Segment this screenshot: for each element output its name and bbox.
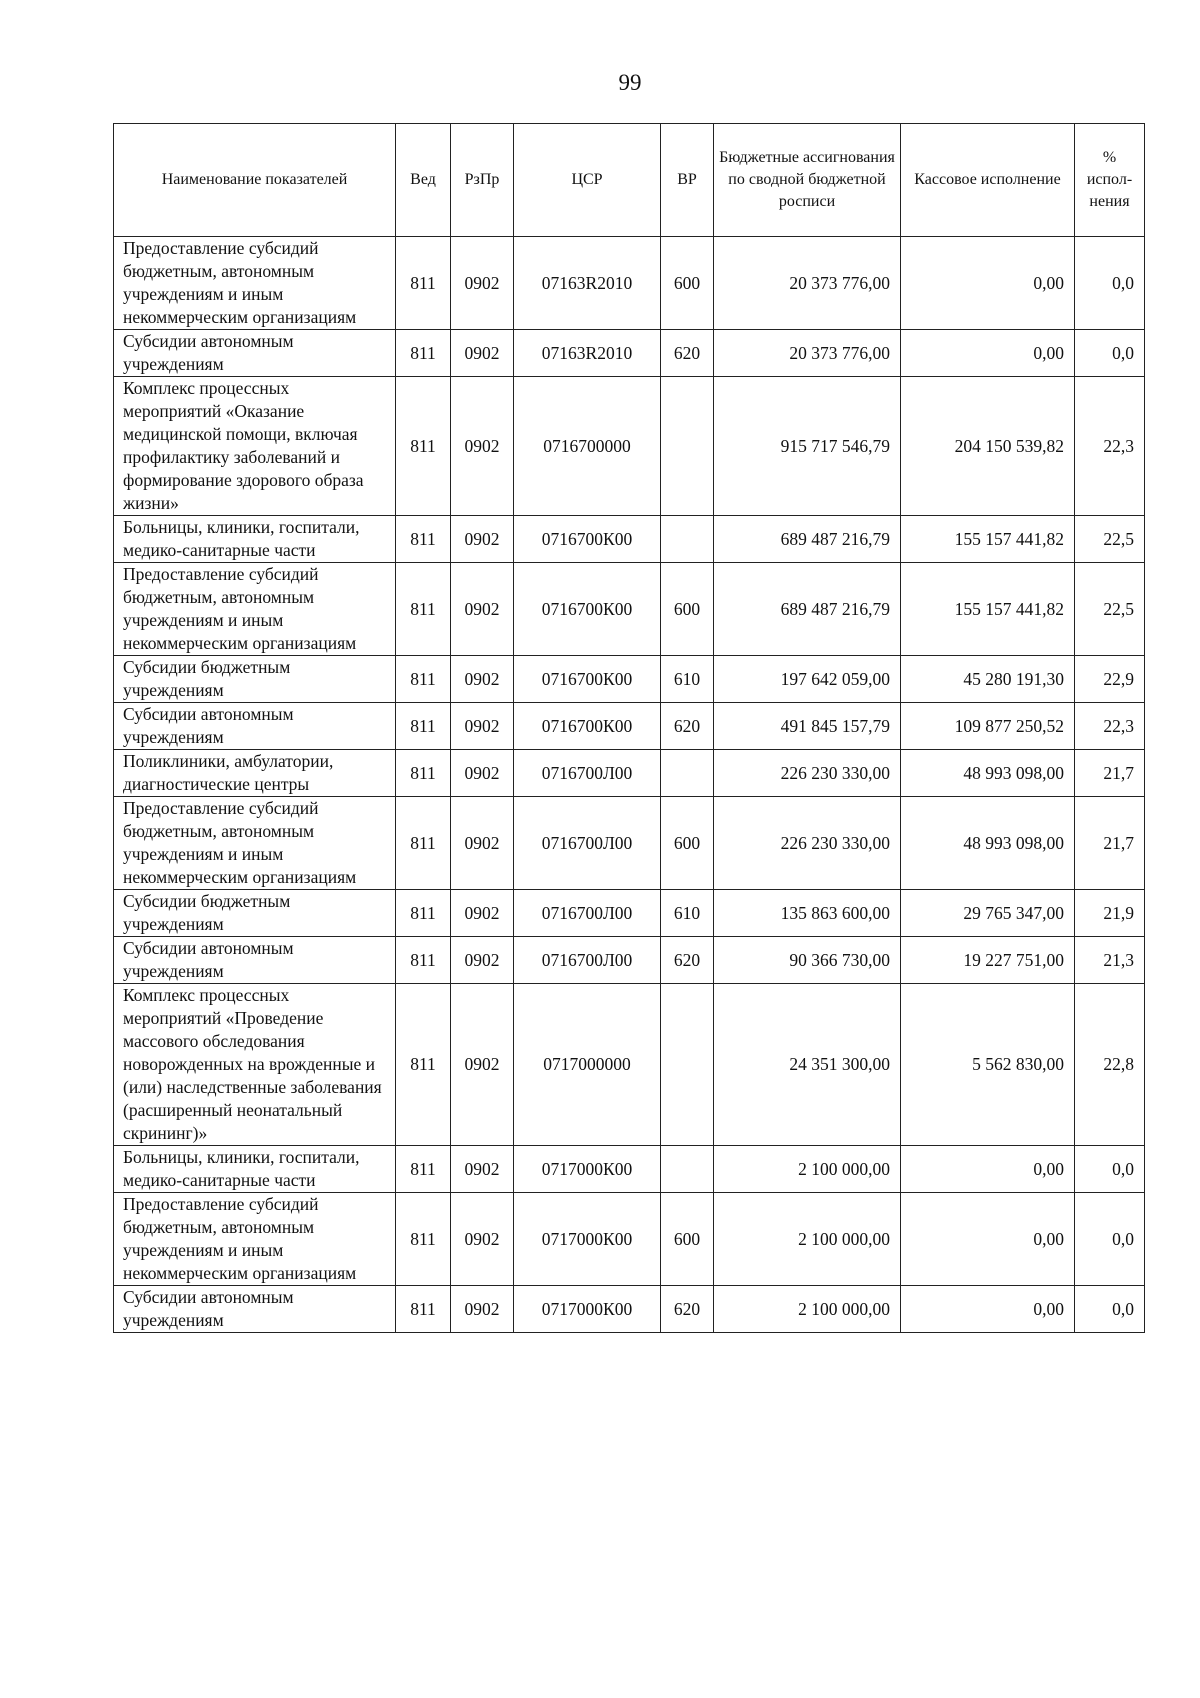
row-ved: 811 — [396, 563, 451, 656]
row-vr: 620 — [661, 1286, 714, 1333]
row-ved: 811 — [396, 984, 451, 1146]
table-row — [114, 1286, 1145, 1333]
row-csr: 0716700К00 — [514, 516, 661, 563]
row-rzpr: 0902 — [451, 330, 514, 377]
row-ved: 811 — [396, 890, 451, 937]
row-cash: 204 150 539,82 — [901, 377, 1075, 516]
row-budget: 491 845 157,79 — [714, 703, 901, 750]
row-ved: 811 — [396, 516, 451, 563]
row-name: Субсидии автономным учреждениям — [114, 703, 396, 750]
row-csr: 0716700К00 — [514, 703, 661, 750]
row-percent: 0,0 — [1075, 1146, 1145, 1193]
row-ved: 811 — [396, 1193, 451, 1286]
row-vr: 620 — [661, 330, 714, 377]
header-percent: % испол-нения — [1075, 124, 1145, 237]
table-row — [114, 656, 1145, 703]
row-rzpr: 0902 — [451, 377, 514, 516]
row-ved: 811 — [396, 750, 451, 797]
row-cash: 0,00 — [901, 237, 1075, 330]
row-csr: 0716700К00 — [514, 563, 661, 656]
row-vr: 600 — [661, 1193, 714, 1286]
row-percent: 22,3 — [1075, 377, 1145, 516]
row-vr — [661, 750, 714, 797]
row-rzpr: 0902 — [451, 984, 514, 1146]
row-percent: 22,8 — [1075, 984, 1145, 1146]
row-csr: 0717000К00 — [514, 1193, 661, 1286]
table-header-row — [114, 124, 1145, 237]
row-name: Больницы, клиники, госпитали, медико-санитарные части — [114, 516, 396, 563]
row-vr — [661, 1146, 714, 1193]
row-percent: 22,5 — [1075, 516, 1145, 563]
row-budget: 689 487 216,79 — [714, 563, 901, 656]
row-percent: 22,5 — [1075, 563, 1145, 656]
row-rzpr: 0902 — [451, 703, 514, 750]
table-row — [114, 237, 1145, 330]
row-rzpr: 0902 — [451, 1193, 514, 1286]
row-name: Субсидии автономным учреждениям — [114, 330, 396, 377]
row-vr: 610 — [661, 890, 714, 937]
row-rzpr: 0902 — [451, 1146, 514, 1193]
row-csr: 0716700000 — [514, 377, 661, 516]
table-row — [114, 516, 1145, 563]
row-ved: 811 — [396, 1286, 451, 1333]
row-name: Субсидии бюджетным учреждениям — [114, 890, 396, 937]
row-percent: 21,7 — [1075, 797, 1145, 890]
row-cash: 19 227 751,00 — [901, 937, 1075, 984]
row-name: Комплекс процессных мероприятий «Проведение массового обследования новорожденных на врожденные и (или) наследственные заболевания (расширенный неонатальный скрининг)» — [114, 984, 396, 1146]
row-rzpr: 0902 — [451, 563, 514, 656]
row-vr — [661, 516, 714, 563]
table-row — [114, 890, 1145, 937]
table-row — [114, 984, 1145, 1146]
table-row — [114, 1193, 1145, 1286]
row-budget: 2 100 000,00 — [714, 1193, 901, 1286]
row-vr: 610 — [661, 656, 714, 703]
row-name: Предоставление субсидий бюджетным, автономным учреждениям и иным некоммерческим организациям — [114, 563, 396, 656]
header-csr: ЦСР — [514, 124, 661, 237]
row-vr: 600 — [661, 797, 714, 890]
row-rzpr: 0902 — [451, 750, 514, 797]
row-percent: 0,0 — [1075, 330, 1145, 377]
row-rzpr: 0902 — [451, 516, 514, 563]
table-row — [114, 750, 1145, 797]
row-percent: 22,9 — [1075, 656, 1145, 703]
row-vr — [661, 377, 714, 516]
row-csr: 07163R2010 — [514, 237, 661, 330]
header-budget: Бюджетные ассигнования по сводной бюджетной росписи — [714, 124, 901, 237]
row-vr: 620 — [661, 937, 714, 984]
row-percent: 0,0 — [1075, 1193, 1145, 1286]
row-csr: 0716700Л00 — [514, 750, 661, 797]
row-vr: 600 — [661, 563, 714, 656]
header-cash: Кассовое исполнение — [901, 124, 1075, 237]
row-ved: 811 — [396, 656, 451, 703]
row-budget: 90 366 730,00 — [714, 937, 901, 984]
row-csr: 07163R2010 — [514, 330, 661, 377]
row-percent: 21,7 — [1075, 750, 1145, 797]
row-cash: 0,00 — [901, 1193, 1075, 1286]
row-rzpr: 0902 — [451, 797, 514, 890]
row-csr: 0717000К00 — [514, 1286, 661, 1333]
table-row — [114, 330, 1145, 377]
row-cash: 155 157 441,82 — [901, 563, 1075, 656]
table-row — [114, 797, 1145, 890]
row-csr: 0716700Л00 — [514, 937, 661, 984]
row-cash: 0,00 — [901, 1286, 1075, 1333]
row-cash: 5 562 830,00 — [901, 984, 1075, 1146]
row-ved: 811 — [396, 1146, 451, 1193]
row-name: Поликлиники, амбулатории, диагностические центры — [114, 750, 396, 797]
row-rzpr: 0902 — [451, 890, 514, 937]
row-cash: 155 157 441,82 — [901, 516, 1075, 563]
row-csr: 0717000000 — [514, 984, 661, 1146]
row-name: Субсидии автономным учреждениям — [114, 937, 396, 984]
row-ved: 811 — [396, 330, 451, 377]
row-budget: 197 642 059,00 — [714, 656, 901, 703]
page-number: 99 — [618, 70, 642, 95]
row-csr: 0716700К00 — [514, 656, 661, 703]
row-rzpr: 0902 — [451, 656, 514, 703]
row-name: Больницы, клиники, госпитали, медико-санитарные части — [114, 1146, 396, 1193]
row-percent: 22,3 — [1075, 703, 1145, 750]
header-rzpr: РзПр — [451, 124, 514, 237]
row-cash: 109 877 250,52 — [901, 703, 1075, 750]
row-budget: 20 373 776,00 — [714, 330, 901, 377]
budget-execution-table — [113, 123, 1145, 1333]
row-cash: 0,00 — [901, 330, 1075, 377]
row-vr — [661, 984, 714, 1146]
row-budget: 24 351 300,00 — [714, 984, 901, 1146]
row-ved: 811 — [396, 237, 451, 330]
row-percent: 0,0 — [1075, 237, 1145, 330]
row-cash: 0,00 — [901, 1146, 1075, 1193]
row-ved: 811 — [396, 797, 451, 890]
row-budget: 2 100 000,00 — [714, 1286, 901, 1333]
row-budget: 2 100 000,00 — [714, 1146, 901, 1193]
header-vr: ВР — [661, 124, 714, 237]
row-budget: 20 373 776,00 — [714, 237, 901, 330]
table-row — [114, 1146, 1145, 1193]
row-ved: 811 — [396, 377, 451, 516]
row-name: Предоставление субсидий бюджетным, автономным учреждениям и иным некоммерческим организациям — [114, 1193, 396, 1286]
row-name: Предоставление субсидий бюджетным, автономным учреждениям и иным некоммерческим организациям — [114, 797, 396, 890]
row-vr: 600 — [661, 237, 714, 330]
table-row — [114, 563, 1145, 656]
row-name: Комплекс процессных мероприятий «Оказание медицинской помощи, включая профилактику заболеваний и формирование здорового образа жизни» — [114, 377, 396, 516]
row-percent: 0,0 — [1075, 1286, 1145, 1333]
row-cash: 48 993 098,00 — [901, 750, 1075, 797]
row-rzpr: 0902 — [451, 237, 514, 330]
row-rzpr: 0902 — [451, 937, 514, 984]
row-name: Субсидии бюджетным учреждениям — [114, 656, 396, 703]
row-percent: 21,9 — [1075, 890, 1145, 937]
row-name: Предоставление субсидий бюджетным, автономным учреждениям и иным некоммерческим организациям — [114, 237, 396, 330]
row-cash: 29 765 347,00 — [901, 890, 1075, 937]
table-row — [114, 377, 1145, 516]
row-budget: 135 863 600,00 — [714, 890, 901, 937]
row-csr: 0716700Л00 — [514, 890, 661, 937]
row-vr: 620 — [661, 703, 714, 750]
table-row — [114, 703, 1145, 750]
table-row — [114, 937, 1145, 984]
row-cash: 45 280 191,30 — [901, 656, 1075, 703]
row-csr: 0716700Л00 — [514, 797, 661, 890]
row-percent: 21,3 — [1075, 937, 1145, 984]
row-budget: 226 230 330,00 — [714, 750, 901, 797]
row-ved: 811 — [396, 703, 451, 750]
header-ved: Вед — [396, 124, 451, 237]
row-rzpr: 0902 — [451, 1286, 514, 1333]
row-budget: 915 717 546,79 — [714, 377, 901, 516]
header-name: Наименование показателей — [114, 124, 396, 237]
row-ved: 811 — [396, 937, 451, 984]
row-csr: 0717000К00 — [514, 1146, 661, 1193]
row-budget: 689 487 216,79 — [714, 516, 901, 563]
row-name: Субсидии автономным учреждениям — [114, 1286, 396, 1333]
row-cash: 48 993 098,00 — [901, 797, 1075, 890]
row-budget: 226 230 330,00 — [714, 797, 901, 890]
